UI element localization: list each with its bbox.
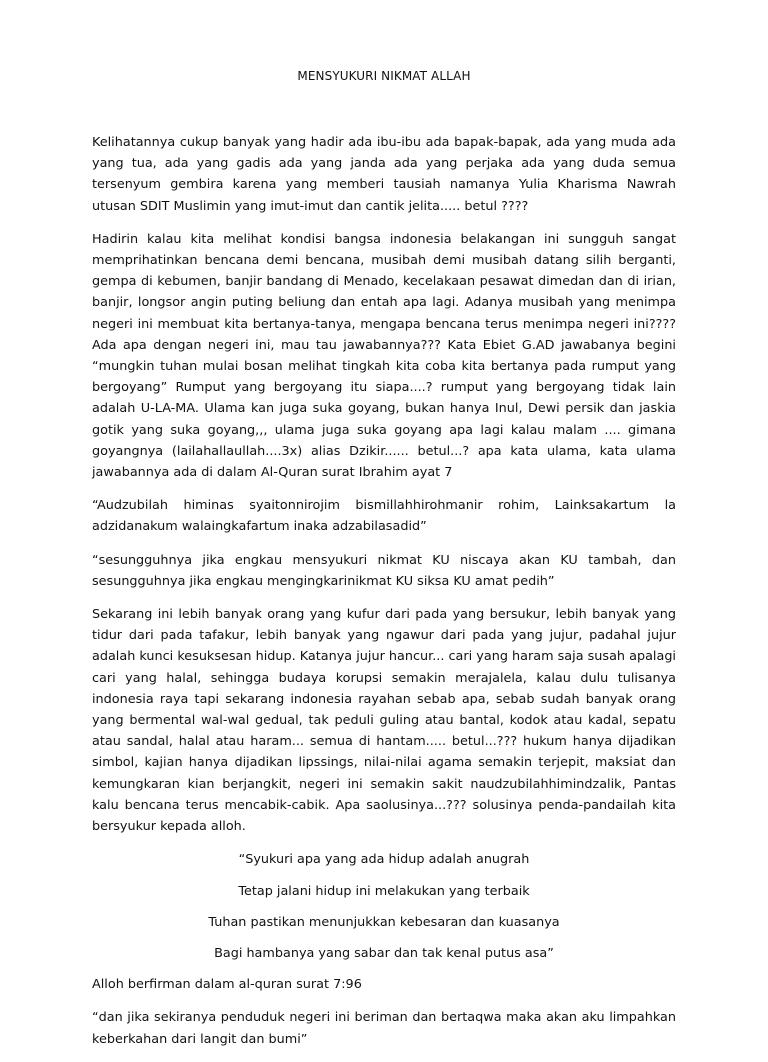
- paragraph-arabic-verse: “Audzubilah himinas syaitonnirojim bismillahhirohmanir rohim, Lainksakartum la adzidanakum walaingkafartum inaka adzabilasadid”: [92, 498, 676, 535]
- poem-line: Bagi hambanya yang sabar dan tak kenal putus asa”: [214, 945, 554, 961]
- poem-line: Tetap jalani hidup ini melakukan yang terbaik: [238, 883, 530, 899]
- poem-line: Tuhan pastikan menunjukkan kebesaran dan kuasanya: [208, 914, 560, 930]
- paragraph-disasters: Hadirin kalau kita melihat kondisi bangsa indonesia belakangan ini sungguh sangat memprihatinkan bencana demi bencana, musibah demi musibah datang silih berganti, gempa di kebumen, banjir bandang di Menado, kecelakaan pesawat dimedan dan di irian, banjir, longsor angin puting beliung dan entah apa lagi. Adanya musibah yang menimpa negeri ini membuat kita bertanya-tanya, mengapa bencana terus menimpa negeri ini???? Ada apa dengan negeri ini, mau tau jawabannya??? Kata Ebiet G.AD jawabanya begini “mungkin tuhan mulai bosan melihat tingkah kita coba kita bertanya pada rumput yang bergoyang” Rumput yang bergoyang itu siapa....? rumput yang bergoyang tidak lain adalah U-LA-MA. Ulama kan juga suka goyang, bukan hanya Inul, Dewi persik dan jaskia gotik yang suka goyang,,, ulama juga suka goyang apa lagi kalau malam .... gimana goyangnya (lailahallaullah....3x) alias Dzikir...... betul...? apa kata ulama, kata ulama jawabannya ada di dalam Al-Quran surat Ibrahim ayat 7: [92, 231, 676, 481]
- document-body: [92, 132, 676, 1062]
- paragraph-closing-verse: “dan jika sekiranya penduduk negeri ini beriman dan bertaqwa maka akan aku limpahkan keberkahan dari langit dan bumi”: [92, 1010, 676, 1047]
- paragraph-intro: Kelihatannya cukup banyak yang hadir ada ibu-ibu ada bapak-bapak, ada yang muda ada yang tua, ada yang gadis ada yang janda ada yang perjaka ada yang duda semua tersenyum gembira karena yang memberi tausiah namanya Yulia Kharisma Nawrah utusan SDIT Muslimin yang imut-imut dan cantik jelita..... betul ????: [92, 135, 676, 214]
- paragraph-gratitude: Sekarang ini lebih banyak orang yang kufur dari pada yang bersukur, lebih banyak yang tidur dari pada tafakur, lebih banyak yang ngawur dari pada yang jujur, padahal jujur adalah kunci kesuksesan hidup. Katanya jujur hancur... cari yang haram saja susah apalagi cari yang halal, sehingga budaya korupsi semakin merajalela, kalau dulu tulisanya indonesia raya tapi sekarang indonesia rayahan sebab apa, sebab sudah banyak orang yang bermental wal-wal gedual, tak peduli guling atau bantal, kodok atau kadal, sepatu atau sandal, halal atau haram... semua di hantam..... betul...??? hukum hanya dijadikan simbol, kajian hanya dijadikan lipssings, nilai-nilai agama semakin terjepit, maksiat dan kemungkaran kian berjangkit, negeri ini semakin sakit naudzubilahhimindzalik, Pantas kalu bencana terus mencabik-cabik. Apa saolusinya...??? solusinya penda-pandailah kita bersyukur kepada alloh.: [92, 607, 676, 835]
- paragraph-verse-translation: “sesungguhnya jika engkau mensyukuri nikmat KU niscaya akan KU tambah, dan sesungguhnya jika engkau mengingkarinikmat KU siksa KU amat pedih”: [92, 552, 676, 589]
- poem-line: “Syukuri apa yang ada hidup adalah anugrah: [238, 852, 530, 868]
- paragraph-surah-reference: Alloh berfirman dalam al-quran surat 7:96: [92, 977, 362, 993]
- document-title: MENSYUKURI NIKMAT ALLAH: [297, 69, 471, 83]
